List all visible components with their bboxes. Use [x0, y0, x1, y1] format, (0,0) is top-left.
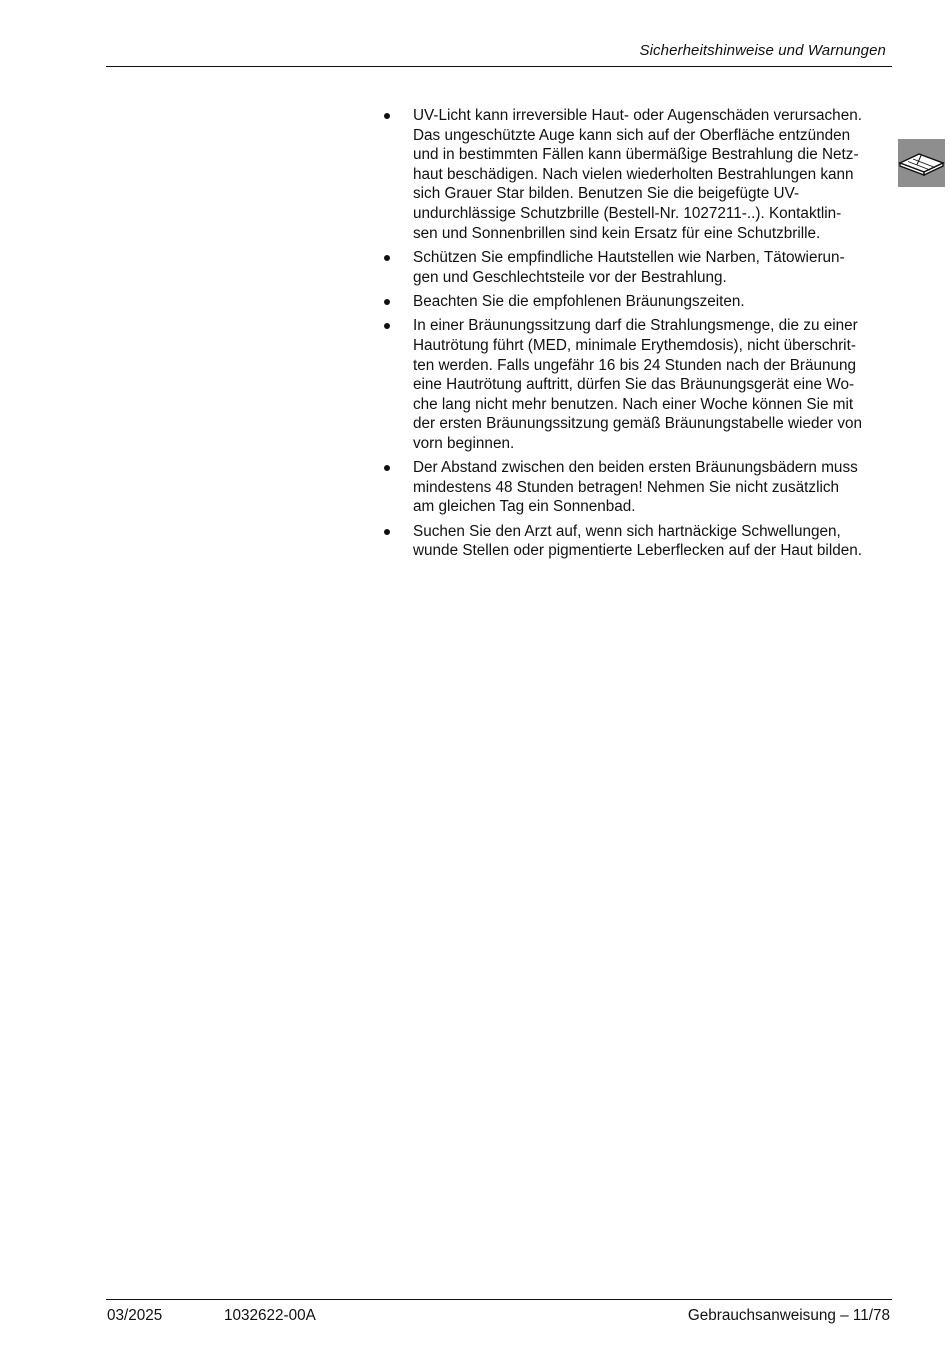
bullet-dot-icon: [384, 299, 390, 305]
footer-date: 03/2025: [107, 1307, 163, 1324]
bullet-text-line: che lang nicht mehr benutzen. Nach einer Woche können Sie mit: [413, 395, 854, 413]
footer-doc-number: 1032622-00A: [224, 1307, 316, 1324]
bullet-text-line: Suchen Sie den Arzt auf, wenn sich hartnäckige Schwellungen,: [413, 522, 841, 540]
footer-page-label: Gebrauchsanweisung – 11/78: [687, 1307, 890, 1324]
bullet-item: [382, 458, 894, 517]
header-rule: [106, 66, 892, 67]
bullet-text-line: der ersten Bräunungssitzung gemäß Bräunungstabelle wieder von: [413, 415, 862, 433]
bullet-text-line: undurchlässige Schutzbrille (Bestell-Nr. 1027211-..). Kontaktlin-: [413, 204, 842, 222]
bullet-item: [382, 248, 894, 287]
bullet-text-line: haut beschädigen. Nach vielen wiederholten Bestrahlungen kann: [413, 165, 854, 183]
bullet-text-line: Beachten Sie die empfohlenen Bräunungszeiten.: [413, 292, 745, 310]
bullet-dot-icon: [384, 113, 390, 119]
safety-notes: [382, 106, 894, 566]
bullet-dot-icon: [384, 323, 390, 329]
bullet-text-line: eine Hautrötung auftritt, dürfen Sie das Bräunungsgerät eine Wo-: [413, 376, 855, 394]
bullet-text-line: sich Grauer Star bilden. Benutzen Sie die beigefügte UV-: [413, 185, 800, 203]
footer-rule: [106, 1299, 892, 1300]
bullet-text-line: gen und Geschlechtsteile vor der Bestrahlung.: [413, 268, 727, 286]
bullet-dot-icon: [384, 465, 390, 471]
bullet-text-line: am gleichen Tag ein Sonnenbad.: [413, 498, 636, 516]
bullet-text-line: sen und Sonnenbrillen sind kein Ersatz für eine Schutzbrille.: [413, 224, 821, 242]
bullet-item: [382, 316, 894, 453]
bullet-text-line: In einer Bräunungssitzung darf die Strahlungsmenge, die zu einer: [413, 317, 858, 335]
bullet-text-line: UV-Licht kann irreversible Haut- oder Augenschäden verursachen.: [413, 107, 862, 124]
open-book-icon: [898, 139, 945, 187]
bullet-item: [382, 522, 894, 561]
bullet-text-line: Schützen Sie empfindliche Hautstellen wie Narben, Tätowierun-: [413, 248, 845, 266]
bullet-item: [382, 292, 894, 312]
bullet-dot-icon: [384, 529, 390, 535]
bullet-text-line: und in bestimmten Fällen kann übermäßige Bestrahlung die Netz-: [413, 146, 859, 164]
chapter-tab: [898, 139, 945, 187]
bullet-text-line: Der Abstand zwischen den beiden ersten Bräunungsbädern muss: [413, 459, 858, 477]
bullet-text-line: mindestens 48 Stunden betragen! Nehmen Sie nicht zusätzlich: [413, 478, 840, 496]
bullet-item: [382, 106, 894, 243]
bullet-text-line: ten werden. Falls ungefähr 16 bis 24 Stunden nach der Bräunung: [413, 356, 857, 374]
bullet-dot-icon: [384, 255, 390, 261]
bullet-text-line: Das ungeschützte Auge kann sich auf der Oberfläche entzünden: [413, 126, 851, 144]
bullet-list: [382, 106, 894, 561]
bullet-text-line: vorn beginnen.: [413, 434, 515, 452]
bullet-text-line: Hautrötung führt (MED, minimale Erythemdosis), nicht überschrit-: [413, 336, 856, 354]
bullet-text-line: wunde Stellen oder pigmentierte Leberflecken auf der Haut bilden.: [413, 542, 862, 560]
page-header-title: Sicherheitshinweise und Warnungen: [639, 42, 886, 59]
